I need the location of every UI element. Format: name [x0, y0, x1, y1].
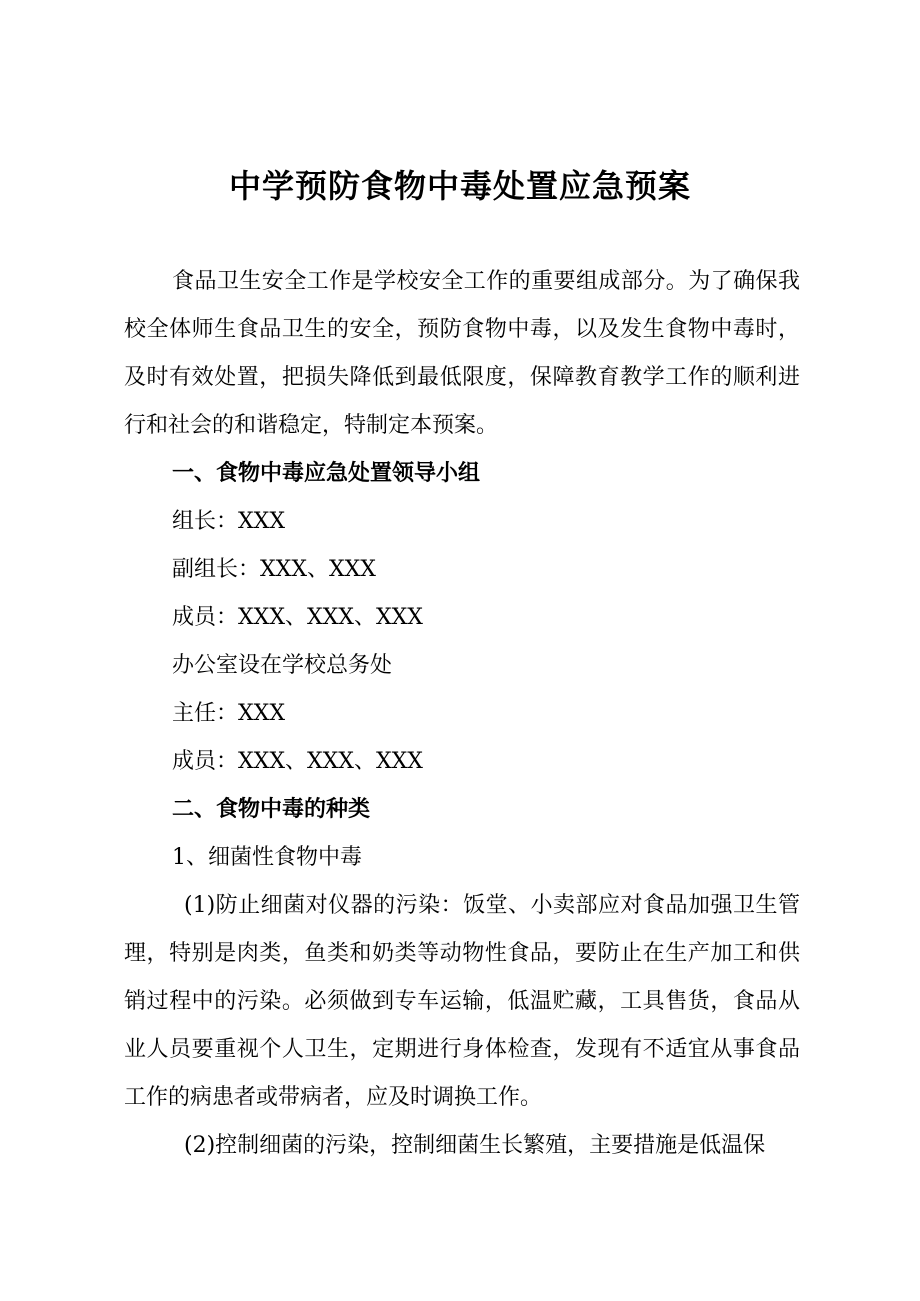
- item-1-paragraph: (1)防止细菌对仪器的污染：饭堂、小卖部应对食品加强卫生管理，特别是肉类，鱼类和奶类等动物性食品，要防止在生产加工和供销过程中的污染。必须做到专车运输，低温贮藏，工具售货，食品从业人员要重视个人卫生，定期进行身体检查，发现有不适宜从事食品工作的病患者或带病者，应及时调换工作。: [124, 893, 800, 1110]
- director-line: 主任：XXX: [172, 701, 285, 726]
- vice-leader-line: 副组长：XXX、XXX: [172, 557, 376, 582]
- members-line: 成员：XXX、XXX、XXX: [172, 605, 423, 630]
- office-members-line: 成员：XXX、XXX、XXX: [172, 749, 423, 774]
- item-2-paragraph: (2)控制细菌的污染，控制细菌生长繁殖，主要措施是低温保: [184, 1133, 766, 1158]
- office-line: 办公室设在学校总务处: [172, 653, 393, 678]
- subheading-bacterial: 1、细菌性食物中毒: [172, 845, 362, 870]
- document-title: 中学预防食物中毒处置应急预案: [228, 167, 691, 205]
- document-body: [124, 258, 800, 1170]
- section-2-heading: 二、食物中毒的种类: [172, 797, 371, 822]
- leader-line: 组长：XXX: [172, 509, 285, 534]
- section-1-heading: 一、食物中毒应急处置领导小组: [172, 461, 481, 486]
- intro-paragraph: 食品卫生安全工作是学校安全工作的重要组成部分。为了确保我校全体师生食品卫生的安全，预防食物中毒，以及发生食物中毒时，及时有效处置，把损失降低到最低限度，保障教育教学工作的顺利进行和社会的和谐稳定，特制定本预案。: [124, 269, 800, 438]
